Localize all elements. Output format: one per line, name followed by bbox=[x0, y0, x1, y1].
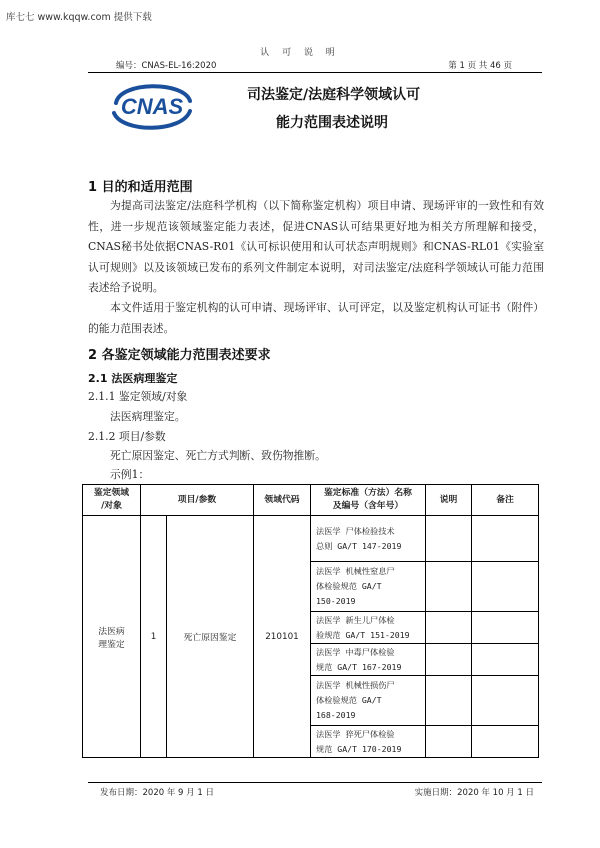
cell-remark bbox=[472, 676, 539, 726]
cell-remark bbox=[472, 726, 539, 758]
header-code: 领域代码 bbox=[254, 485, 311, 516]
cell-remark bbox=[472, 562, 539, 612]
header-standard-line1: 鉴定标准（方法）名称 bbox=[324, 488, 412, 498]
page-info: 第 1 页 共 46 页 bbox=[448, 61, 512, 71]
document-title-line2: 能力范围表述说明 bbox=[276, 115, 388, 131]
header-field-line2: /对象 bbox=[101, 501, 122, 511]
header-item: 项目/参数 bbox=[141, 485, 254, 516]
cell-note bbox=[426, 562, 472, 612]
standard-1-line1: 法医学 尸体检验技术 bbox=[316, 525, 395, 536]
cell-note bbox=[426, 516, 472, 562]
table-row bbox=[83, 516, 539, 562]
standard-3-line2: 验规范 GA/T 151-2019 bbox=[316, 629, 410, 640]
section-1-paragraph-2: 本文件适用于鉴定机构的认可申请、现场评审、认可评定，以及鉴定机构认可证书（附件）的能力范围表述。 bbox=[88, 301, 544, 335]
header-rule bbox=[88, 72, 542, 73]
cell-remark bbox=[472, 516, 539, 562]
cell-note bbox=[426, 612, 472, 644]
item-2-1-2-text: 死亡原因鉴定、死亡方式判断、致伤物推断。 bbox=[110, 449, 326, 462]
standard-5-line2: 体检验规范 GA/T bbox=[316, 695, 382, 705]
item-2-1-1-label: 2.1.1 鉴定领域/对象 bbox=[88, 390, 188, 403]
example-label: 示例1： bbox=[110, 468, 150, 481]
standard-1-line2: 总则 GA/T 147-2019 bbox=[316, 540, 402, 551]
cell-field-line1: 法医病 bbox=[98, 626, 125, 637]
publish-date: 发布日期：2020 年 9 月 1 日 bbox=[100, 788, 214, 798]
subsection-2-1-heading: 2.1 法医病理鉴定 bbox=[88, 372, 178, 385]
footer-rule bbox=[88, 782, 542, 783]
cell-note bbox=[426, 644, 472, 676]
header-field-line1: 鉴定领域 bbox=[93, 488, 130, 498]
table-header-row bbox=[83, 485, 539, 516]
cell-note bbox=[426, 726, 472, 758]
cell-field bbox=[83, 516, 141, 758]
cell-standard bbox=[311, 726, 426, 758]
standard-3-line1: 法医学 新生儿尸体检 bbox=[316, 614, 395, 625]
section-2-heading: 2 各鉴定领域能力范围表述要求 bbox=[88, 348, 271, 363]
section-1-heading: 1 目的和适用范围 bbox=[88, 180, 193, 195]
cell-standard bbox=[311, 676, 426, 726]
logo-text: CNAS bbox=[120, 94, 184, 119]
effective-date: 实施日期：2020 年 10 月 1 日 bbox=[414, 788, 534, 798]
cell-standard bbox=[311, 644, 426, 676]
header-remark: 备注 bbox=[472, 485, 539, 516]
header-field bbox=[83, 485, 141, 516]
header-standard bbox=[311, 485, 426, 516]
standard-5-line1: 法医学 机械性损伤尸 bbox=[316, 680, 395, 690]
item-2-1-1-text: 法医病理鉴定。 bbox=[110, 410, 186, 423]
cell-note bbox=[426, 676, 472, 726]
header-standard-line2: 及编号（含年号） bbox=[332, 501, 404, 511]
standard-2-line3: 150-2019 bbox=[316, 596, 356, 606]
cell-standard bbox=[311, 562, 426, 612]
cell-remark bbox=[472, 644, 539, 676]
cell-remark bbox=[472, 612, 539, 644]
watermark-text: 库七七 www.kqqw.com 提供下载 bbox=[6, 12, 152, 23]
cell-field-line2: 理鉴定 bbox=[98, 639, 125, 650]
section-1-paragraph-1: 为提高司法鉴定/法庭科学机构（以下简称鉴定机构）项目申请、现场评审的一致性和有效性，进一步规范该领域鉴定能力表述，促进CNAS认可结果更好地为相关方所理解和接受，CNAS秘书处依据CNAS-R01《认可标识使用和认可状态声明规则》和CNAS-RL01《实验室认可规则》以及该领域已发布的系列文件制定本说明，对司法鉴定/法庭科学领域认可能力范围表述给予说明。 bbox=[88, 199, 544, 294]
cell-field-code: 210101 bbox=[254, 516, 311, 758]
standard-4-line1: 法医学 中毒尸体检验 bbox=[316, 646, 395, 657]
standard-4-line2: 规范 GA/T 167-2019 bbox=[316, 661, 402, 672]
cell-item-number: 1 bbox=[141, 516, 167, 758]
cell-standard bbox=[311, 612, 426, 644]
standard-2-line1: 法医学 机械性窒息尸 bbox=[316, 566, 395, 576]
item-2-1-2-label: 2.1.2 项目/参数 bbox=[88, 430, 166, 443]
cell-item-name: 死亡原因鉴定 bbox=[167, 516, 254, 758]
standard-2-line2: 体检验规范 GA/T bbox=[316, 581, 382, 591]
document-number: 编号：CNAS-EL-16:2020 bbox=[116, 61, 217, 71]
scope-table bbox=[82, 484, 539, 758]
standard-5-line3: 168-2019 bbox=[316, 710, 356, 720]
standard-6-line1: 法医学 猝死尸体检验 bbox=[316, 728, 395, 739]
header-title: 认 可 说 明 bbox=[260, 48, 340, 58]
document-title-line1: 司法鉴定/法庭科学领域认可 bbox=[247, 87, 421, 103]
cell-standard bbox=[311, 516, 426, 562]
standard-6-line2: 规范 GA/T 170-2019 bbox=[316, 743, 402, 754]
cnas-logo bbox=[108, 77, 196, 135]
header-note: 说明 bbox=[426, 485, 472, 516]
